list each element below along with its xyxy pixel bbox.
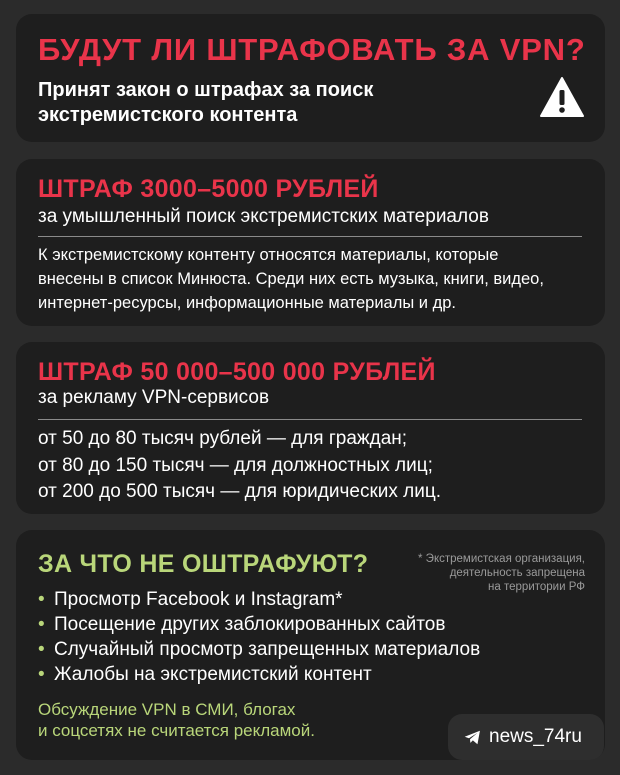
list-item — [38, 637, 480, 662]
amount-line: от 200 до 500 тысяч — для юридических лиц. — [38, 481, 442, 502]
bullet-icon: • — [38, 589, 45, 610]
description-line: интернет-ресурсы, информационные материалы и др. — [38, 294, 456, 312]
telegram-icon — [464, 730, 481, 745]
fine-ads-title: ШТРАФ 50 000–500 000 РУБЛЕЙ — [38, 358, 436, 386]
subtitle-line: экстремистского контента — [38, 104, 298, 126]
list-item-text: Случайный просмотр запрещенных материалов — [54, 639, 481, 660]
list-item-text: Жалобы на экстремистский контент — [54, 664, 372, 685]
channel-name: news_74ru — [489, 726, 582, 747]
fine-search-caption: за умышленный поиск экстремистских материалов — [38, 206, 489, 227]
divider — [38, 236, 582, 237]
fine-ads-caption: за рекламу VPN-сервисов — [38, 387, 270, 408]
footnote-line: деятельность запрещена — [449, 567, 585, 579]
description-line: К экстремистскому контенту относятся материалы, которые — [38, 246, 499, 264]
fine-search-description — [38, 243, 598, 315]
footnote-line: * Экстремистская организация, — [418, 553, 585, 565]
exemptions-list — [38, 587, 480, 687]
page-title: БУДУТ ЛИ ШТРАФОВАТЬ ЗА VPN? — [38, 32, 586, 67]
amount-line: от 80 до 150 тысяч — для должностных лиц; — [38, 454, 433, 476]
exemptions-title: ЗА ЧТО НЕ ОШТРАФУЮТ? — [38, 550, 369, 578]
list-item — [38, 662, 480, 687]
subtitle — [38, 78, 373, 128]
bullet-icon: • — [38, 664, 45, 685]
footer-line: и соцсетях не считается рекламой. — [38, 721, 315, 740]
list-item-text: Посещение других заблокированных сайтов — [54, 614, 446, 635]
list-item — [38, 587, 480, 612]
exemptions-footer — [38, 699, 315, 741]
footer-line: Обсуждение VPN в СМИ, блогах — [38, 700, 296, 719]
header-card — [16, 14, 605, 142]
fine-ads-card — [16, 342, 605, 514]
amount-line: от 50 до 80 тысяч рублей — для граждан; — [38, 428, 408, 449]
subtitle-line: Принят закон о штрафах за поиск — [38, 79, 374, 101]
list-item-text: Просмотр Facebook и Instagram* — [54, 589, 343, 610]
fine-ads-amounts — [38, 426, 598, 506]
list-item — [38, 612, 480, 637]
telegram-channel-badge[interactable] — [448, 714, 604, 760]
warning-icon — [540, 76, 584, 118]
bullet-icon: • — [38, 639, 45, 660]
fine-search-title: ШТРАФ 3000–5000 РУБЛЕЙ — [38, 175, 379, 203]
bullet-icon: • — [38, 614, 45, 635]
footnote-line: на территории РФ — [488, 581, 585, 593]
divider — [38, 419, 582, 420]
description-line: внесены в список Минюста. Среди них есть музыка, книги, видео, — [38, 270, 544, 288]
fine-search-card — [16, 159, 605, 326]
